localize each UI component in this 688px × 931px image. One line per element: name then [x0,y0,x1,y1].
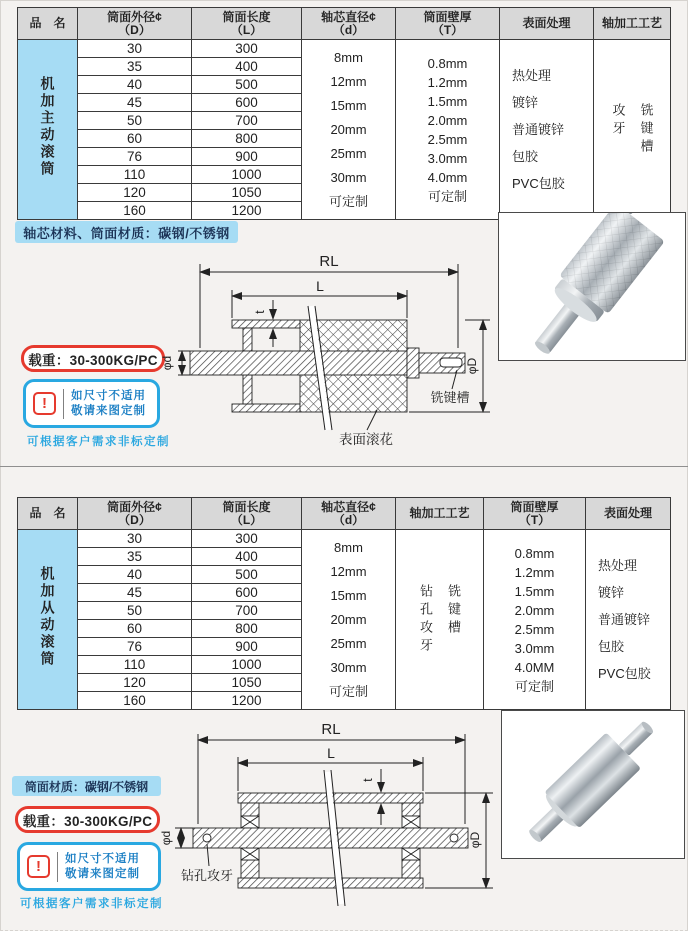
col-header-wall-thickness: 筒面壁厚 （T） [484,498,586,530]
d-value: 76 [78,638,192,656]
col-header-product: 品 名 [18,498,78,530]
shaft-diameter-cell: 8mm 12mm 15mm 20mm 25mm 30mm 可定制 [302,530,396,710]
d-value: 110 [78,166,192,184]
warning-line: 敬请来图定制 [71,404,146,417]
spec-table-driving-roller [17,7,671,220]
l-value: 500 [192,76,302,94]
divider [63,389,64,419]
custom-order-note: 可根据客户需求非标定制 [27,436,170,448]
d-value: 160 [78,692,192,710]
l-value: 800 [192,130,302,148]
table-header-row [18,8,671,40]
d-value: 45 [78,94,192,112]
l-value: 1000 [192,656,302,674]
col-header-process: 轴加工工艺 [594,8,671,40]
l-value: 1000 [192,166,302,184]
l-value: 1200 [192,692,302,710]
dim-label-rl: RL [321,721,341,738]
d-value: 76 [78,148,192,166]
warning-line: 如尺寸不适用 [71,389,146,402]
wall-thickness-cell: 0.8mm 1.2mm 1.5mm 2.0mm 2.5mm 3.0mm 4.0MM 可定制 [484,530,586,710]
d-value: 60 [78,130,192,148]
dim-label-l: L [316,278,324,294]
knurl-label: 表面滚花 [339,432,393,447]
dim-label-t: t [360,778,375,782]
d-value: 35 [78,58,192,76]
d-value: 40 [78,76,192,94]
d-value: 30 [78,40,192,58]
technical-drawing-driven-roller [155,712,510,917]
l-value: 900 [192,148,302,166]
product-photo-driving-roller [499,213,683,358]
l-value: 400 [192,58,302,76]
d-value: 160 [78,202,192,220]
table-row [18,530,671,548]
wall-thickness-cell: 0.8mm 1.2mm 1.5mm 2.0mm 2.5mm 3.0mm 4.0mm 可定制 [396,40,500,220]
col-header-product: 品 名 [18,8,78,40]
custom-size-warning-box [17,842,161,891]
l-value: 1050 [192,184,302,202]
d-value: 35 [78,548,192,566]
product-name-cell: 机加主动滚筒 [18,40,78,220]
dim-label-phiD: φD [465,357,479,375]
keyway-slot [440,358,462,367]
d-value: 45 [78,584,192,602]
custom-order-note: 可根据客户需求非标定制 [20,898,163,910]
shaft-process-cell: 攻牙 铣键槽 [594,40,671,220]
material-note-bar: 轴芯材料、筒面材质：碳钢/不锈钢 [15,221,238,243]
l-value: 1050 [192,674,302,692]
dim-label-l: L [327,745,335,761]
shaft-diameter-cell: 8mm 12mm 15mm 20mm 25mm 30mm 可定制 [302,40,396,220]
d-value: 60 [78,620,192,638]
roller-photo-shape [516,711,667,856]
keyway-label: 铣键槽 [430,390,470,405]
col-header-length: 筒面长度 （L） [192,498,302,530]
col-header-surface: 表面处理 [586,498,671,530]
drilled-hole [450,834,458,842]
l-value: 300 [192,40,302,58]
d-value: 120 [78,674,192,692]
technical-drawing-driving-roller [160,250,508,450]
col-header-shaft-diameter: 轴芯直径¢ （d） [302,8,396,40]
l-value: 700 [192,602,302,620]
dim-label-phid: φd [160,355,174,371]
l-value: 600 [192,584,302,602]
warning-line: 敬请来图定制 [65,867,140,880]
roller-section-view [193,770,468,906]
table-row [18,40,671,58]
table-header-row [18,498,671,530]
custom-size-warning-box [23,379,160,428]
material-note-bar: 筒面材质：碳钢/不锈钢 [12,776,161,796]
col-header-shaft-diameter: 轴芯直径¢ （d） [302,498,396,530]
col-header-outer-diameter: 筒面外径¢ （D） [78,8,192,40]
surface-treatment-cell: 热处理 镀锌 普通镀锌 包胶 PVC包胶 [500,40,594,220]
l-value: 300 [192,530,302,548]
drill-tap-label: 钻孔攻牙 [180,868,234,883]
l-value: 900 [192,638,302,656]
load-capacity-badge: 载重：30-300KG/PC [15,806,160,833]
surface-treatment-cell: 热处理 镀锌 普通镀锌 包胶 PVC包胶 [586,530,671,710]
section-divider [0,466,688,467]
l-value: 400 [192,548,302,566]
dim-label-rl: RL [319,253,339,270]
d-value: 120 [78,184,192,202]
dim-label-phid: φd [159,830,173,846]
load-capacity-badge: 载重：30-300KG/PC [21,345,165,372]
exclamation-icon: ! [33,392,56,415]
divider [57,852,58,882]
shaft-process-cell: 钻孔攻牙 铣键槽 [396,530,484,710]
col-header-length: 筒面长度 （L） [192,8,302,40]
product-name-cell: 机加从动滚筒 [18,530,78,710]
l-value: 1200 [192,202,302,220]
drilled-hole [203,834,211,842]
col-header-wall-thickness: 筒面壁厚 （T） [396,8,500,40]
dim-label-t: t [252,310,267,314]
d-value: 40 [78,566,192,584]
d-value: 50 [78,112,192,130]
product-photo-driven-roller [502,711,682,856]
l-value: 800 [192,620,302,638]
spec-table-driven-roller [17,497,671,710]
roller-photo-shape [516,213,675,358]
l-value: 600 [192,94,302,112]
dim-label-phiD: φD [468,831,482,849]
product-photo-box [498,212,686,361]
d-value: 110 [78,656,192,674]
d-value: 30 [78,530,192,548]
col-header-surface: 表面处理 [500,8,594,40]
col-header-outer-diameter: 筒面外径¢ （D） [78,498,192,530]
col-header-process: 轴加工工艺 [396,498,484,530]
l-value: 700 [192,112,302,130]
l-value: 500 [192,566,302,584]
product-photo-box [501,710,685,859]
roller-section-view [190,306,465,430]
warning-line: 如尺寸不适用 [65,852,140,865]
exclamation-icon: ! [27,855,50,878]
d-value: 50 [78,602,192,620]
